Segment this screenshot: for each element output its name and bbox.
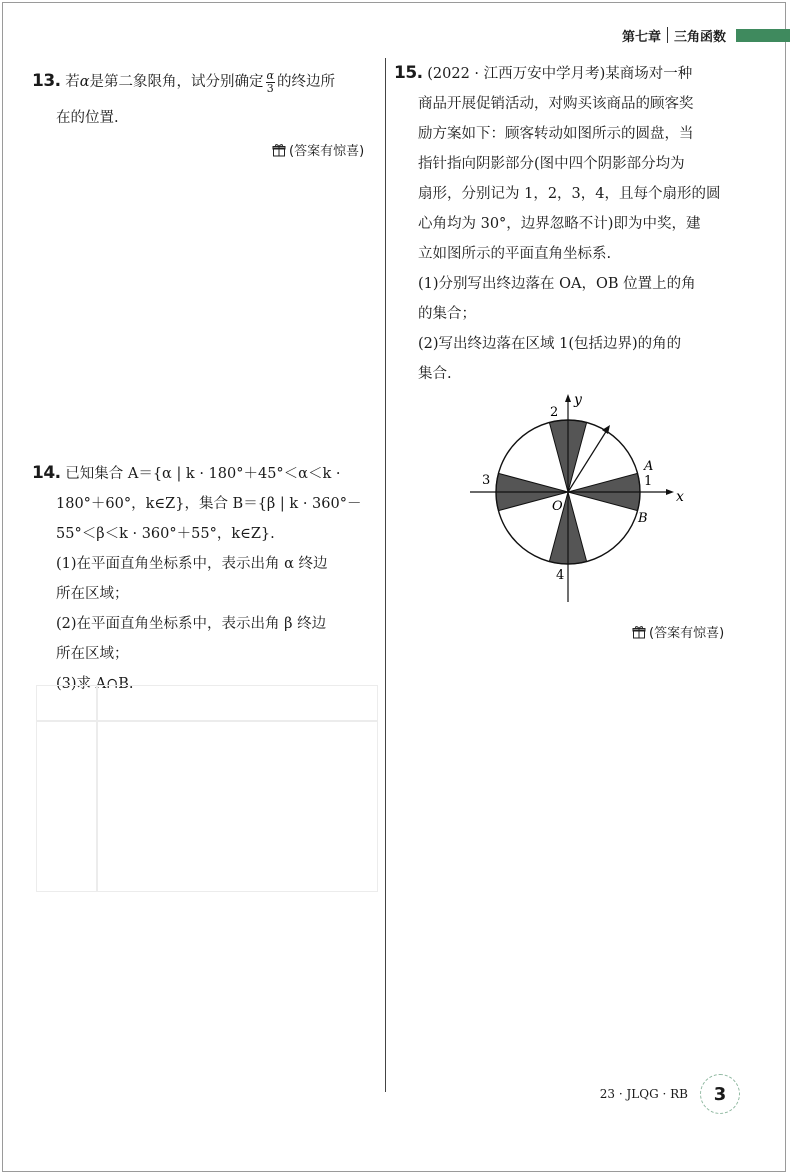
question-number: 15.: [394, 63, 423, 83]
question-text-line: (3)求 A∩B.: [56, 676, 134, 692]
question-text-line: 的集合；: [418, 306, 476, 322]
question-13: 13. 若α是第二象限角，试分别确定 $\frac{\alpha}{3}$ 的终边所 在的位置.: [32, 66, 377, 133]
question-text-line: (2)在平面直角坐标系中，表示出角 β 终边: [56, 616, 327, 632]
spinner-figure: [462, 390, 692, 609]
answer-surprise-note: (答案有惊喜): [632, 622, 724, 641]
question-text-line: 在的位置.: [56, 110, 119, 126]
page-number: 3: [700, 1074, 740, 1114]
show-through-grid: [36, 685, 378, 892]
page-footer: [600, 1074, 740, 1114]
question-text-line: 商品开展促销活动，对购买该商品的顾客奖: [418, 96, 694, 112]
label-A: A: [644, 459, 654, 474]
gift-icon: [272, 143, 286, 157]
x-axis-arrow: [666, 489, 674, 495]
question-text-line: (1)在平面直角坐标系中，表示出角 α 终边: [56, 556, 328, 572]
column-divider: [385, 58, 386, 1092]
sector-label-2: 2: [550, 405, 559, 420]
x-axis-label: x: [676, 489, 684, 505]
chapter-label: 第七章: [621, 29, 661, 45]
question-text-line: 心角均为 30°，边界忽略不计)即为中奖，建: [418, 216, 701, 232]
question-text-line: (2022 · 江西万安中学月考)某商场对一种: [427, 66, 693, 82]
topic-label: 三角函数: [673, 29, 726, 45]
question-text-line: 立如图所示的平面直角坐标系.: [418, 246, 612, 262]
book-code: 23 · JLQG · RB: [599, 1087, 688, 1101]
sector-label-4: 4: [556, 568, 565, 583]
question-14: [32, 458, 377, 699]
gift-icon: [632, 625, 646, 639]
y-axis-arrow: [565, 394, 571, 402]
question-text-line: 所在区域；: [56, 586, 129, 602]
question-number: 13.: [32, 71, 61, 91]
question-text-line: 55°＜β＜k · 360°＋55°，k∈Z}.: [56, 526, 275, 542]
question-15: [394, 58, 754, 389]
question-text-line: (1)分别写出终边落在 OA，OB 位置上的角: [418, 276, 696, 292]
question-number: 14.: [32, 463, 61, 483]
question-text-line: 扇形，分别记为 1，2，3，4，且每个扇形的圆: [418, 186, 721, 202]
question-text-line: 励方案如下：顾客转动如图所示的圆盘，当: [418, 126, 694, 142]
label-B: B: [638, 511, 648, 526]
answer-surprise-note: (答案有惊喜): [272, 140, 364, 159]
question-text-line: 180°＋60°，k∈Z}，集合 B＝{β | k · 360°－: [56, 496, 362, 512]
question-text-line: 已知集合 A＝{α | k · 180°＋45°＜α＜k ·: [65, 466, 341, 482]
header-accent-bar: [736, 29, 790, 42]
spinner-diagram: [462, 390, 692, 605]
sector-label-1: 1: [644, 474, 653, 489]
sector-label-3: 3: [482, 473, 491, 488]
y-axis-label: y: [574, 392, 582, 408]
chapter-header: [622, 24, 790, 46]
question-text-line: (2)写出终边落在区域 1(包括边界)的角的: [418, 336, 682, 352]
question-text-line: 集合.: [418, 366, 452, 382]
header-separator: [667, 27, 668, 43]
origin-label: O: [552, 499, 563, 514]
fraction-alpha-over-3: $\frac{\alpha}{3}$: [266, 68, 274, 95]
question-text-line: 所在区域；: [56, 646, 129, 662]
question-text-line: 指针指向阴影部分(图中四个阴影部分均为: [418, 156, 685, 172]
